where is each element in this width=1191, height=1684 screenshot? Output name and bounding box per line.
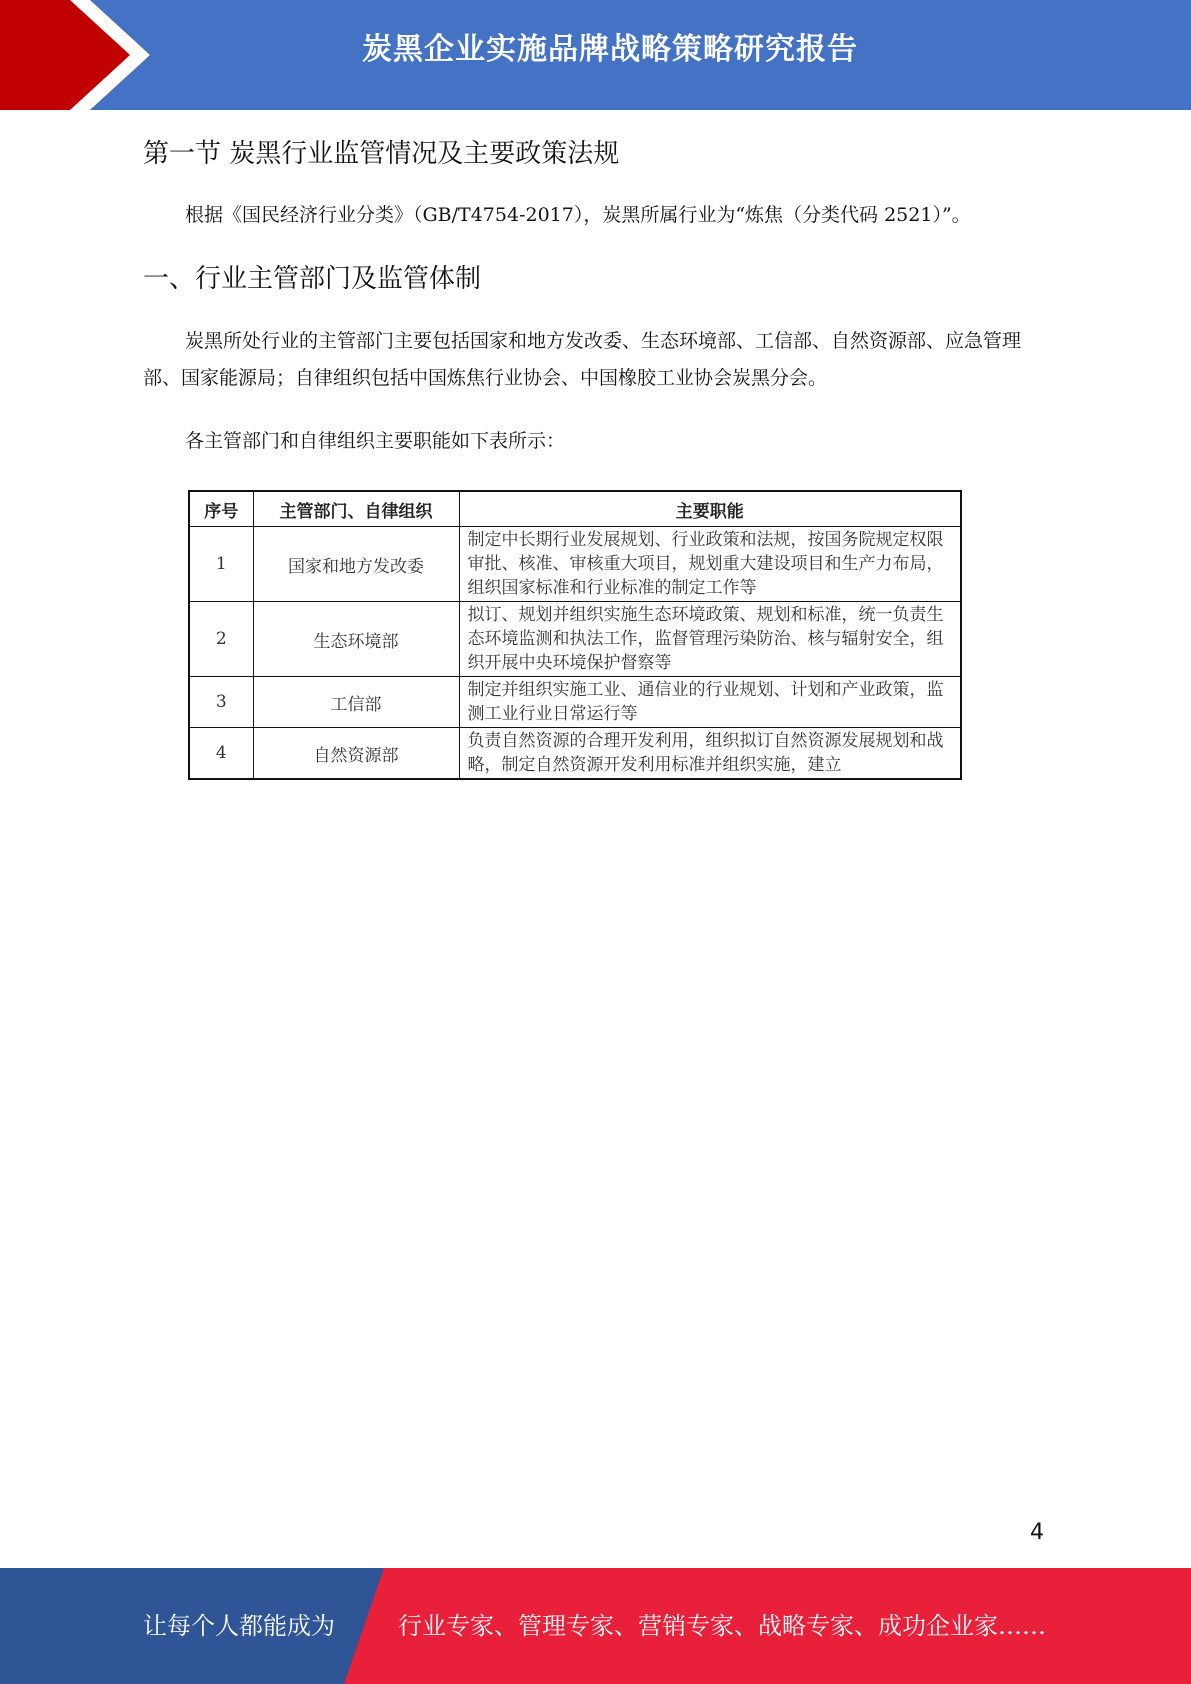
- subsection-title: 一、行业主管部门及监管体制: [143, 264, 482, 294]
- departments-paragraph: 炭黑所处行业的主管部门主要包括国家和地方发改委、生态环境部、工信部、自然资源部、应急管理部、国家能源局；自律组织包括中国炼焦行业协会、中国橡胶工业协会炭黑分会。: [143, 330, 1022, 389]
- intro-paragraph: 根据《国民经济行业分类》（GB/T4754-2017），炭黑所属行业为“炼焦（分类代码 2521）”。: [185, 204, 971, 226]
- header-banner: [0, 0, 1191, 110]
- row-duty: 拟订、规划并组织实施生态环境政策、规划和标准，统一负责生态环境监测和执法工作，监督管理污染防治、核与辐射安全，组织开展中央环境保护督察等: [467, 605, 944, 673]
- footer-slogan-right: 行业专家、管理专家、营销专家、战略专家、成功企业家……: [398, 1612, 1046, 1640]
- row-organization: 国家和地方发改委: [253, 527, 459, 602]
- row-number: 1: [189, 527, 253, 602]
- table-row: [189, 728, 961, 780]
- duties-table-container: [188, 490, 960, 780]
- table-intro-paragraph: 各主管部门和自律组织主要职能如下表所示：: [185, 430, 566, 452]
- header-cell-no: 序号: [189, 491, 253, 527]
- page-number: 4: [1030, 1520, 1044, 1545]
- row-organization: 工信部: [253, 677, 459, 728]
- row-organization: 自然资源部: [253, 728, 459, 780]
- row-duty: 负责自然资源的合理开发利用，组织拟订自然资源发展规划和战略，制定自然资源开发利用标准并组织实施，建立: [467, 731, 944, 775]
- row-number: 4: [189, 728, 253, 780]
- footer-banner: [0, 1568, 1191, 1684]
- header-chevron-decoration: [0, 0, 160, 110]
- row-duty-cell: [459, 728, 961, 780]
- row-duty-cell: [459, 527, 961, 602]
- footer-slogan-left: 让每个人都能成为: [143, 1612, 335, 1640]
- row-number: 3: [189, 677, 253, 728]
- row-duty-cell: [459, 677, 961, 728]
- row-duty: 制定并组织实施工业、通信业的行业规划、计划和产业政策，监测工业行业日常运行等: [467, 680, 944, 724]
- table-row: [189, 527, 961, 602]
- header-cell-org: 主管部门、自律组织: [253, 491, 459, 527]
- row-duty-cell: [459, 602, 961, 677]
- chevron-red-shape: [0, 0, 150, 110]
- row-duty: 制定中长期行业发展规划、行业政策和法规，按国务院规定权限审批、核准、审核重大项目，规划重大建设项目和生产力布局，组织国家标准和行业标准的制定工作等: [467, 530, 944, 598]
- table-row: [189, 677, 961, 728]
- section-title: 第一节 炭黑行业监管情况及主要政策法规: [143, 139, 620, 169]
- table-row: [189, 602, 961, 677]
- duties-table: [188, 490, 962, 780]
- row-number: 2: [189, 602, 253, 677]
- table-header-row: [189, 491, 961, 527]
- header-cell-duty: 主要职能: [459, 491, 961, 527]
- row-organization: 生态环境部: [253, 602, 459, 677]
- report-title: 炭黑企业实施品牌战略策略研究报告: [362, 32, 858, 67]
